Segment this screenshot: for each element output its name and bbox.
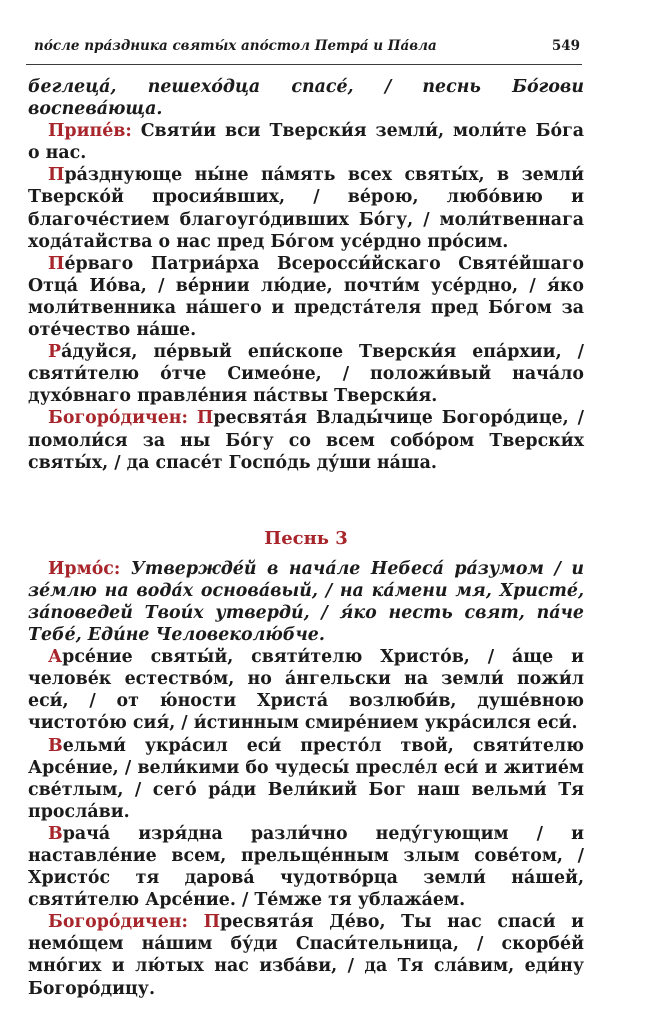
initial-letter: П xyxy=(203,912,220,933)
troparion xyxy=(28,735,584,823)
theotokion xyxy=(28,911,584,999)
irmos xyxy=(28,558,584,646)
troparion-text: а́дуйся, пе́рвый епи́скопе Тверски́я епа́рхии, / святи́телю о́тче Симео́не, / положи́вый нача́ло духо́внаго правле́ния па́ствы Тверски́я. xyxy=(28,342,584,407)
page-body xyxy=(28,76,584,1000)
initial-letter: П xyxy=(48,165,65,186)
continuation-text: беглеца́, пешехо́дца спасе́, / песнь Бо́гови воспева́юща. xyxy=(28,77,584,120)
page-header xyxy=(26,30,582,65)
running-title: по́сле пра́здника святы́х апо́стол Петра́ и Па́вла xyxy=(34,38,437,54)
theotokion-label: Богоро́дичен: xyxy=(48,408,188,429)
troparion xyxy=(28,823,584,911)
irmos-label: Ирмо́с: xyxy=(48,558,121,579)
troparion-text: рача́ изря́дна разли́чно неду́гующим / и наставле́ние всем, прельще́нным злым сове́том, / Христо́с тя дарова́ чудотво́рца земли́ на́шей, святи́телю Арсе́ние. / Те́мже тя ублажа́ем. xyxy=(28,823,584,911)
troparion-text: е́рваго Патриа́рха Всеросси́йскаго Святе́йшаго Отца́ Ио́ва, / ве́рнии лю́дие, почти́м усе́рдно, / я́ко моли́твенника на́шего и предста́теля пред Бо́гом за оте́чество на́ше. xyxy=(28,253,584,341)
page-number: 549 xyxy=(551,38,580,54)
refrain-text: Святи́и вси Тверски́я земли́, моли́те Бо́га о нас. xyxy=(28,121,584,164)
initial-letter: В xyxy=(48,735,63,756)
initial-letter: Р xyxy=(48,342,62,363)
troparion xyxy=(28,646,584,734)
refrain xyxy=(28,120,584,164)
initial-letter: П xyxy=(196,408,214,429)
troparion-text: рсе́ние святы́й, святи́телю Христо́в, / а́ще и челове́к естество́м, но а́нгельски на земли́ пожи́л еси́, / от ю́ности Христа́ возлюби́в, душе́вною чистото́ю сия́, / и́стинным смире́нием укра́сился еси́. xyxy=(28,647,584,734)
song-title: Песнь 3 xyxy=(264,527,348,549)
initial-letter: А xyxy=(48,647,63,668)
troparion-text: ра́зднующе ны́не па́мять всех святы́х, в земли́ Тверско́й просия́вших, / ве́рою, любо́вию и благоче́стием благоуго́дивших Бо́гу, / моли́твеннага хода́тайства о нас пред Бо́гом усе́рдно про́сим. xyxy=(28,165,584,252)
theotokion-text: ресвята́я Влады́чице Богоро́дице, / помоли́ся за ны Бо́гу со всем собо́ром Тверски́х святы́х, / да спасе́т Госпо́дь ду́ши на́ша. xyxy=(28,408,584,473)
theotokion xyxy=(28,407,584,473)
troparion-text: ельми́ укра́сил еси́ престо́л твой, святи́телю Арсе́ние, / вели́кими бо чудесы́ пресле́л еси́ и житие́м све́тлым, / сего́ ра́ди Вели́кий Бог наш вельми́ Тя просла́ви. xyxy=(28,735,584,822)
theotokion-text: ресвята́я Де́во, Ты нас спаси́ и немо́щем на́шим бу́ди Спаси́тельница, / скорбе́й мно́гих и лю́тых нас изба́ви, / да Тя сла́вим, еди́ну Богоро́дицу. xyxy=(28,912,584,999)
initial-letter: В xyxy=(48,823,63,844)
irmos-text: Утвержде́й в нача́ле Небеса́ ра́зумом / и зе́млю на вода́х основа́вый, / на ка́мени мя, Христе́, за́поведей Твои́х утверди́, / я́ко несть свят, па́че Тебе́, Еди́не Человеколю́бче. xyxy=(28,558,584,646)
initial-letter: П xyxy=(48,253,65,274)
theotokion-label: Богоро́дичен: xyxy=(48,912,188,933)
troparion xyxy=(28,253,584,341)
refrain-label: Припе́в: xyxy=(48,121,132,142)
troparion xyxy=(28,164,584,252)
troparion xyxy=(28,341,584,407)
